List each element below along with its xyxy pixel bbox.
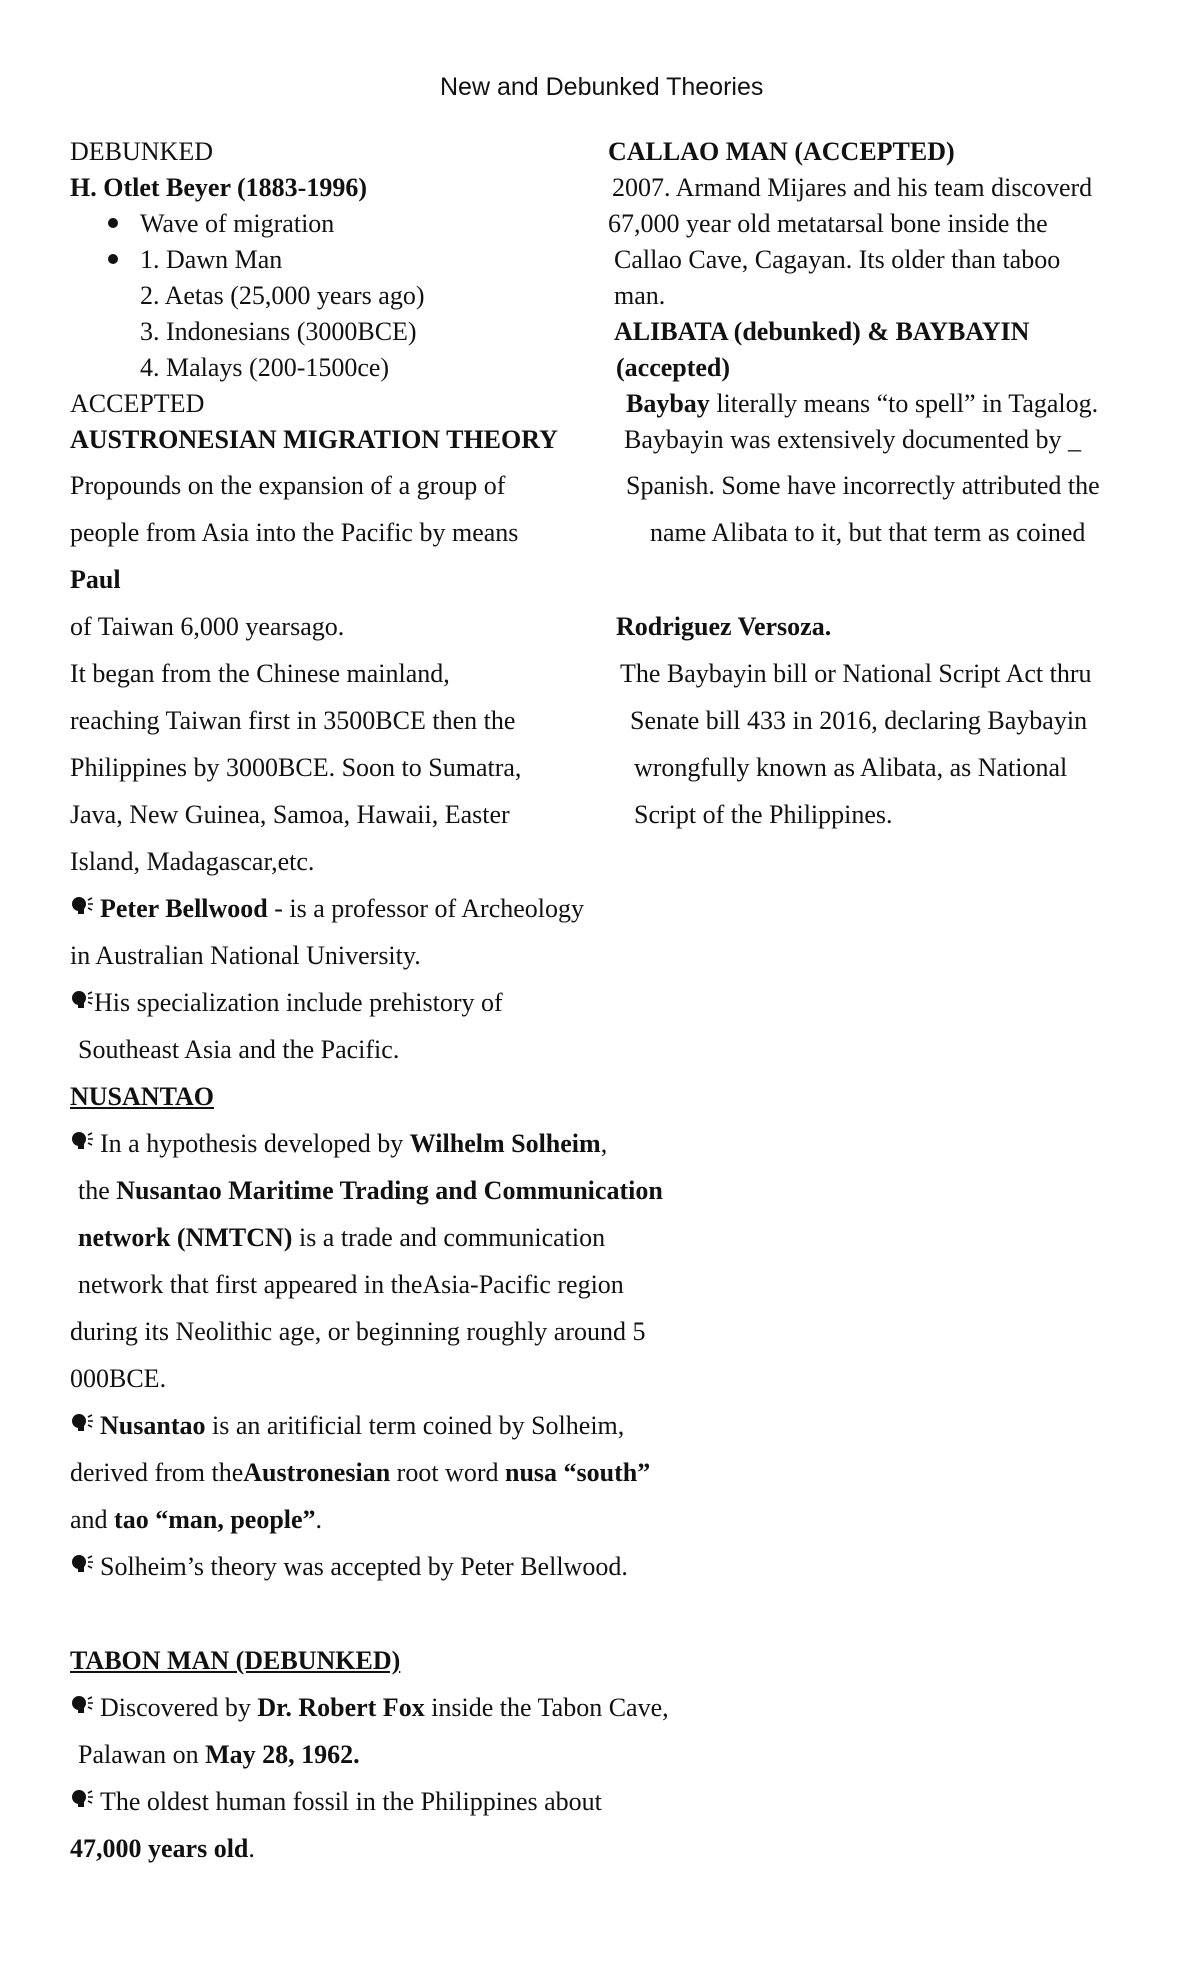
speaking-head-icon <box>70 1128 96 1159</box>
migration-item-label: 1. Dawn Man <box>140 245 283 274</box>
amt-line: Island, Madagascar,etc. <box>70 847 315 876</box>
n10-text: Solheim’s theory was accepted by Peter Bellwood. <box>100 1552 628 1581</box>
baybay-line <box>626 388 1098 419</box>
t2-text: Palawan on <box>78 1740 206 1769</box>
bill-line: Senate bill 433 in 2016, declaring Baybayin <box>630 706 1088 735</box>
callao-line: Callao Cave, Cagayan. Its older than taboo <box>614 245 1061 274</box>
nusantao-line-6: 000BCE. <box>70 1364 167 1393</box>
n9-text: and <box>70 1505 115 1534</box>
nusantao-line-2 <box>78 1175 663 1206</box>
n1-comma: , <box>600 1129 608 1158</box>
n8-text: derived from the <box>70 1458 244 1487</box>
t4-bold: 47,000 years old <box>70 1834 249 1863</box>
nusantao-line-4: network that first appeared in theAsia-Pacific region <box>78 1270 624 1299</box>
bullet-icon <box>108 218 118 228</box>
n8-bold: Austronesian <box>243 1458 391 1487</box>
n2-bold: Nusantao Maritime Trading and Communication <box>116 1176 663 1205</box>
t4-period: . <box>248 1834 255 1863</box>
bellwood-line2: in Australian National University. <box>70 941 421 970</box>
speaking-head-icon <box>70 893 96 924</box>
t1-bold: Dr. Robert Fox <box>257 1693 425 1722</box>
nusantao-line-7 <box>70 1410 624 1441</box>
migration-item-3: 3. Indonesians (3000BCE) <box>140 317 417 346</box>
amt-line: people from Asia into the Pacific by means <box>70 518 519 547</box>
nusantao-line-5: during its Neolithic age, or beginning roughly around 5 <box>70 1317 646 1346</box>
nusantao-line-8 <box>70 1457 650 1488</box>
bill-line: wrongfully known as Alibata, as National <box>634 753 1068 782</box>
baybay-bold: Baybay <box>626 389 710 418</box>
n9-bold: tao “man, people” <box>114 1505 316 1534</box>
tabon-heading: TABON MAN (DEBUNKED) <box>70 1646 401 1675</box>
t2-bold: May 28, 1962. <box>205 1740 360 1769</box>
rodriguez-text: Rodriguez Versoza. <box>616 612 832 641</box>
tabon-line-4 <box>70 1833 255 1864</box>
bullet-icon <box>108 254 118 264</box>
paul-text: Paul <box>70 565 121 594</box>
speaking-head-icon <box>70 1786 96 1817</box>
specialization-line2: Southeast Asia and the Pacific. <box>78 1035 400 1064</box>
amt-heading: AUSTRONESIAN MIGRATION THEORY <box>70 425 558 454</box>
nusantao-line-1 <box>70 1128 607 1159</box>
n9-period: . <box>315 1505 323 1534</box>
speaking-head-icon <box>70 1551 96 1582</box>
bellwood-line <box>70 893 584 924</box>
nusantao-line-9 <box>70 1504 322 1535</box>
amt-line: Java, New Guinea, Samoa, Hawaii, Easter <box>70 800 510 829</box>
tabon-line-3 <box>70 1786 602 1817</box>
speaking-head-icon <box>70 1692 96 1723</box>
tabon-line-2 <box>78 1739 360 1770</box>
nusantao-line-10 <box>70 1551 628 1582</box>
bill-line: The Baybayin bill or National Script Act thru <box>620 659 1092 688</box>
n8-text2: root word <box>390 1458 505 1487</box>
t3-text: The oldest human fossil in the Philippines about <box>100 1787 602 1816</box>
migration-item-2: 2. Aetas (25,000 years ago) <box>140 281 425 310</box>
amt-line: It began from the Chinese mainland, <box>70 659 450 688</box>
n3-bold: network (NMTCN) <box>78 1223 293 1252</box>
page-title: New and Debunked Theories <box>440 73 764 101</box>
speaking-head-icon <box>70 1410 96 1441</box>
migration-item-4: 4. Malays (200-1500ce) <box>140 353 390 382</box>
accepted-label: ACCEPTED <box>70 389 205 418</box>
nusantao-line-3 <box>78 1222 605 1253</box>
accepted-paren: (accepted) <box>616 353 731 382</box>
n3-text: is a trade and communication <box>292 1223 606 1252</box>
callao-line: 2007. Armand Mijares and his team discoverd <box>612 173 1093 202</box>
callao-line: man. <box>614 281 666 310</box>
wave-label: Wave of migration <box>140 209 335 238</box>
nusantao-heading: NUSANTAO <box>70 1082 214 1111</box>
n1-text: In a hypothesis developed by <box>100 1129 410 1158</box>
t1-text2: inside the Tabon Cave, <box>424 1693 669 1722</box>
amt-line: Propounds on the expansion of a group of <box>70 471 506 500</box>
amt-line: Philippines by 3000BCE. Soon to Sumatra, <box>70 753 522 782</box>
n2-text: the <box>78 1176 117 1205</box>
n7-bold: Nusantao <box>100 1411 206 1440</box>
bellwood-rest: - is a professor of Archeology <box>267 894 585 923</box>
n7-text: is an aritificial term coined by Solheim, <box>205 1411 625 1440</box>
amt-line: reaching Taiwan first in 3500BCE then the <box>70 706 516 735</box>
alibata-heading: ALIBATA (debunked) & BAYBAYIN <box>614 317 1030 346</box>
n8-bold2: nusa “south” <box>504 1458 651 1487</box>
tabon-line-1 <box>70 1692 669 1723</box>
n1-bold: Wilhelm Solheim <box>409 1129 601 1158</box>
baybay-rest: literally means “to spell” in Tagalog. <box>709 389 1099 418</box>
specialization-text: His specialization include prehistory of <box>94 988 503 1017</box>
bill-line: Script of the Philippines. <box>634 800 893 829</box>
migration-item-1 <box>108 244 282 275</box>
bellwood-name: Peter Bellwood <box>100 894 268 923</box>
specialization-line <box>70 987 503 1018</box>
beyer-heading: H. Otlet Beyer (1883-1996) <box>70 173 367 202</box>
baybayin-line: name Alibata to it, but that term as coined <box>650 518 1086 547</box>
baybayin-line: Spanish. Some have incorrectly attributed the <box>626 471 1100 500</box>
speaking-head-icon <box>70 987 94 1018</box>
wave-bullet <box>108 208 334 239</box>
t1-text: Discovered by <box>100 1693 258 1722</box>
callao-heading: CALLAO MAN (ACCEPTED) <box>608 137 955 166</box>
callao-line: 67,000 year old metatarsal bone inside the <box>608 209 1048 238</box>
amt-line: of Taiwan 6,000 yearsago. <box>70 612 345 641</box>
baybayin-line: Baybayin was extensively documented by _ <box>624 425 1082 454</box>
debunked-label: DEBUNKED <box>70 137 213 166</box>
